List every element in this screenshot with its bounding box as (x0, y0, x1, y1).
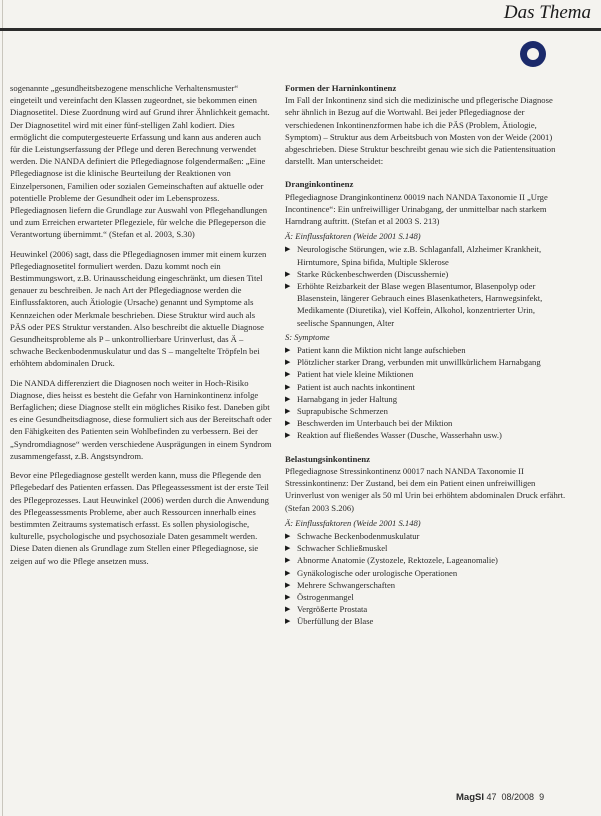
group-label: Ä: Einflussfaktoren (Weide 2001 S.148) (285, 231, 421, 242)
page-footer (456, 792, 544, 803)
bullet-list (285, 530, 568, 628)
magazine-name: MagSI (456, 792, 484, 803)
list-item: ▶ Schwache Beckenbodenmuskulatur (285, 530, 568, 542)
list-item: ▶ Harnabgang in jeder Haltung (285, 393, 568, 405)
section-text: Pflegediagnose Dranginkontinenz 00019 nach NANDA Taxonomie II „Urge Incontinence“: Ein unfreiwilliger Urinabgang, der unmittelbar nach starkem Harndrang auftritt. (Stefan et al 2003 S. 213) (285, 191, 548, 227)
issue-date: 08/2008 (501, 792, 535, 802)
list-item: ▶ Mehrere Schwangerschaften (285, 579, 568, 591)
section-heading: Belastungsinkontinenz (285, 453, 371, 464)
list-item: ▶ Gynäkologische oder urologische Operationen (285, 567, 568, 579)
circle-logo-icon (520, 41, 546, 67)
paragraph: Heuwinkel (2006) sagt, dass die Pflegediagnosen immer mit einem kurzen Pflegediagnosetitel formuliert werden. Dazu kommt noch ein Bestimmungswort, z.B. Urinausscheidung eingeschränkt, um diesen Titel genauer zu beschreiben. Je nach Art der Pflegediagnose werden die Einflussfaktoren, auch Ätiologie (Ursache) genannt und Symptome als Kennzeichen oder Merkmale beschrieben. Diese Struktur wird auch als PÄS oder PES Struktur verstanden. Also beschreibt die aktuelle Diagnose Gesundheitsprobleme als P – unkontrollierbare Urinverlust, das Ä – schwache Beckenbodenmuskulatur und das S – mangeltelte Tröpfeln bei erhöhtem abdominalen Druck. (10, 248, 267, 369)
list-item: ▶ Beschwerden im Unterbauch bei der Miktion (285, 417, 568, 429)
list-item: ▶ Starke Rückenbeschwerden (Discusshernie) (285, 268, 568, 280)
group-label: Ä: Einflussfaktoren (Weide 2001 S.148) (285, 517, 421, 528)
paragraph: sogenannte „gesundheitsbezogene menschliche Verhaltensmuster“ eingeteilt und vereinfacht den Klassen zugeordnet, sie bekommen einen Diagnosetitel. Diese Zuordnung wird auf Grund ihrer Ähnlichkeit gemacht. Der Diagnosetitel wird mit einer fünf-stelligen Zahl kodiert. Dies ermöglicht die computergesteuerte Erfassung und kann aus anderen auch für die Leistungserfassung der Pflege und deren Berechnung verwendet werden. Die NANDA definiert die Pflegediagnose folgendermaßen: „Eine Pflegediagnose ist die klinische Beurteilung der Reaktionen von Einzelpersonen, Familien oder sozialen Gemeinschaften auf aktuelle oder potentielle Probleme der Gesundheit oder im Lebensprozess. Pflegediagnosen liefern die Grundlage zur Auswahl von Pflegehandlungen und zum Erreichen erwarteter Pflegeziele, für welche die Pflegeperson die Verantwortung übernimmt.“ (Stefan et al. 2003, S.30) (10, 83, 270, 240)
section-heading: Dranginkontinenz (285, 179, 354, 190)
group-label: S: Symptome (285, 331, 330, 342)
paragraph: Die NANDA differenziert die Diagnosen noch weiter in Hoch-Risiko Diagnose, dies heisst es besteht die Gefahr von Harninkontinenz infolge Berfaglichen; diese Diagnose stellt ein mögliches Risiko fest. Daneben gibt es eine Gesundheitsdiagnose, diese formuliert sich aus der Bereitschaft oder den Fähigkeiten des Patienten sein Wohlbefinden zu verbessern. Bei der „Syndromdiagnose“ werden verschiedene Ausprägungen in einem Syndrom zusammengefasst, z.B. Angstsyndrom. (10, 377, 272, 461)
header-rule (0, 28, 601, 31)
left-column (10, 82, 272, 574)
section-text: Pflegediagnose Stressinkontinenz 00017 nach NANDA Taxonomie II Stressinkontinenz: Der Zustand, bei dem ein Patient einen unfreiwilligen Urinverlust von weniger als 50 ml Urin bei erhöhtem abdominalen Druck erfährt. (Stefan 2003 S.206) (285, 465, 566, 513)
bullet-list (285, 243, 568, 328)
page-number: 9 (539, 792, 545, 802)
list-item: ▶ Erhöhte Reizbarkeit der Blase wegen Blasentumor, Blasenpolyp oder Blasenstein, längerer Gebrauch eines Blasenkatheters, Harnwegsinfekt, Medikamente (Diuretika), viel Koffein, Alkohol, konzentrierter Urin, seelische Spannungen, Alter (285, 280, 568, 329)
issue-number: 47 (486, 792, 497, 802)
list-item: ▶ Plötzlicher starker Drang, verbunden mit unwillkürlichem Harnabgang (285, 356, 568, 368)
list-item: ▶ Reaktion auf fließendes Wasser (Dusche, Wasserhahn usw.) (285, 429, 568, 441)
intro-heading: Formen der Harninkontinenz (285, 83, 397, 93)
list-item: ▶ Patient ist auch nachts inkontinent (285, 381, 568, 393)
list-item: ▶ Neurologische Störungen, wie z.B. Schlaganfall, Alzheimer Krankheit, Hirntumore, Spina bifida, Multiple Sklerose (285, 243, 568, 267)
list-item: ▶ Vergrößerte Prostata (285, 603, 568, 615)
list-item: ▶ Abnorme Anatomie (Zystozele, Rektozele, Lageanomalie) (285, 554, 568, 566)
list-item: ▶ Patient kann die Miktion nicht lange aufschieben (285, 344, 568, 356)
page-edge-line (2, 0, 3, 816)
list-item: ▶ Suprapubische Schmerzen (285, 405, 568, 417)
right-column (285, 82, 568, 628)
list-item: ▶ Patient hat viele kleine Miktionen (285, 368, 568, 380)
section-title: Das Thema (503, 2, 591, 23)
list-item: ▶ Schwacher Schließmuskel (285, 542, 568, 554)
list-item: ▶ Östrogenmangel (285, 591, 568, 603)
paragraph: Bevor eine Pflegediagnose gestellt werden kann, muss die Pflegende den Pflegebedarf des Patienten erfassen. Das Pflegeassessment ist der erste Teil des Pflegeprozesses. Laut Heuwinkel (2006) werden durch die Anwendung des Pflegeassessments Probleme, aber auch Ressourcen innerhalb eines bestimmten Zeitraums systematisch erfasst. Es sollen physiologische, kulturelle, psychologische und psychosoziale Daten gesammelt werden. Diese Daten dienen als Grundlage zum Stellen einer Pflegediagnose, sie zeigen auf wo die Pflege ansetzen muss. (10, 470, 269, 566)
bullet-list (285, 344, 568, 442)
intro-text: Im Fall der Inkontinenz sind sich die medizinische und pflegerische Diagnose sehr ähnlich in Bezug auf die Wortwahl. Bei jeder Pflegediagnose der verschiedenen Inkontinenzformen habe ich die PÄS (Problem, Ätiologie, Symptom) – Struktur aus dem Arbeitsbuch von Mosten von der Weide (2001) abgeschrieben. Diese Struktur beschreibt genau wie sich die Patientensituation darstellt. Man unterscheidet: (285, 95, 556, 167)
list-item: ▶ Überfüllung der Blase (285, 615, 568, 627)
